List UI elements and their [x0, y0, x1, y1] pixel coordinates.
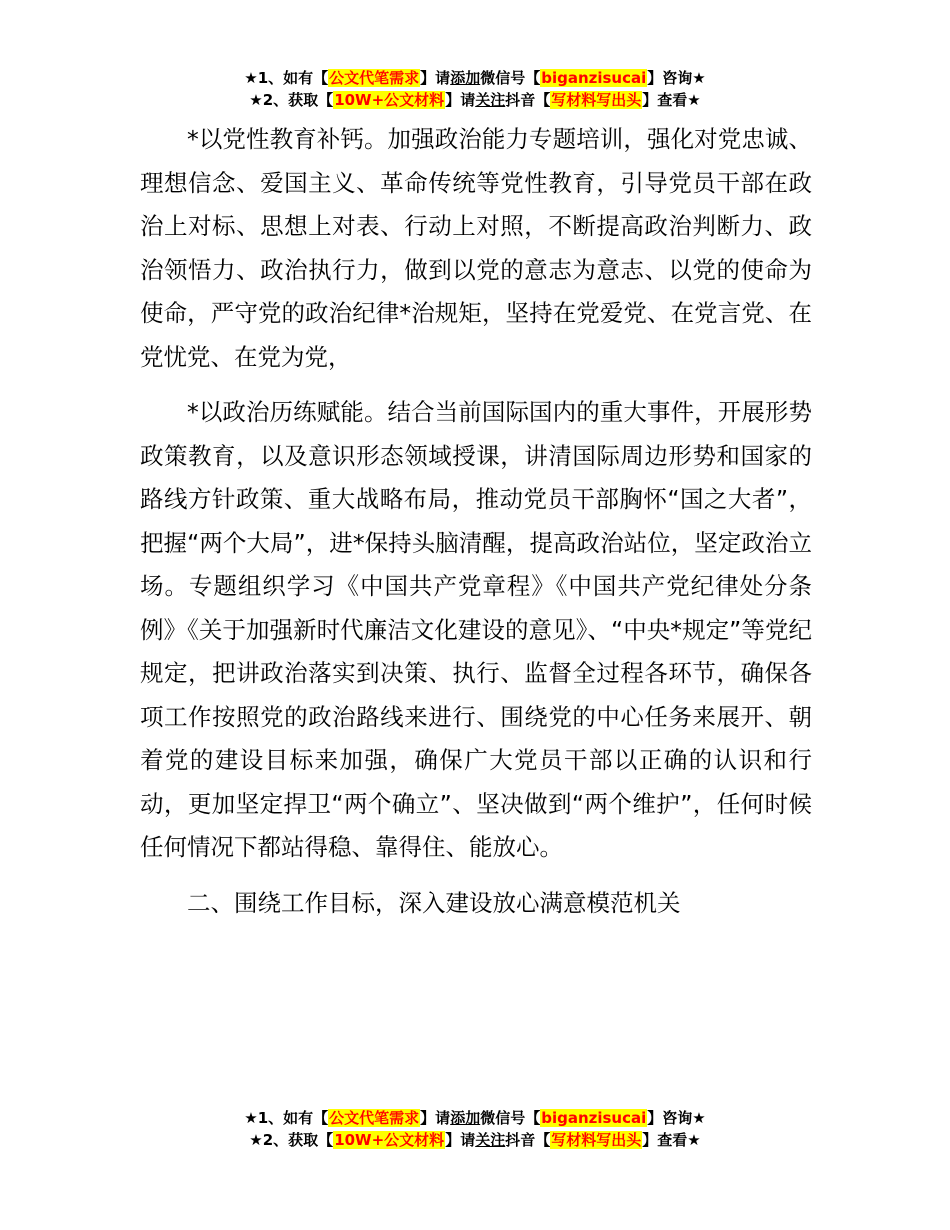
banner-highlight: biganzisucai — [541, 69, 647, 87]
banner-underlined-text: 添加 — [450, 1109, 481, 1127]
banner-line-1 — [0, 1107, 950, 1129]
banner-text: 】查看★ — [642, 91, 701, 109]
banner-highlight: biganzisucai — [541, 1109, 647, 1127]
banner-text: ★1、如有【 — [244, 69, 329, 87]
banner-text: ★1、如有【 — [244, 1109, 329, 1127]
banner-text: 抖音【 — [505, 91, 551, 109]
document-body — [140, 118, 812, 925]
banner-text: 】咨询★ — [647, 69, 706, 87]
banner-text: 】咨询★ — [647, 1109, 706, 1127]
header-banner — [0, 67, 950, 111]
banner-highlight: 公文代笔需求 — [329, 1109, 420, 1127]
banner-highlight: 写材料写出头 — [551, 91, 642, 109]
banner-highlight: 写材料写出头 — [551, 1131, 642, 1149]
banner-text: ★2、获取【 — [249, 1131, 334, 1149]
banner-highlight: 10W+公文材料 — [334, 1131, 445, 1149]
banner-text: ★2、获取【 — [249, 91, 334, 109]
section-heading: 二、围绕工作目标，深入建设放心满意模范机关 — [187, 888, 681, 917]
banner-line-1 — [0, 67, 950, 89]
banner-underlined-text: 关注 — [475, 91, 506, 109]
footer-banner — [0, 1107, 950, 1151]
banner-text: 】请 — [445, 1131, 476, 1149]
banner-text: 】请 — [420, 1109, 451, 1127]
paragraph-party-spirit-education: *以党性教育补钙。加强政治能力专题培训，强化对党忠诚、理想信念、爱国主义、革命传统等党性教育，引导党员干部在政治上对标、思想上对表、行动上对照，不断提高政治判断力、政治领悟力、政治执行力，做到以党的意志为意志、以党的使命为使命，严守党的政治纪律*治规矩，坚持在党爱党、在党言党、在党忧党、在党为党， — [140, 125, 812, 371]
banner-highlight: 公文代笔需求 — [329, 69, 420, 87]
banner-highlight: 10W+公文材料 — [334, 91, 445, 109]
banner-text: 微信号【 — [480, 69, 541, 87]
banner-line-2 — [0, 89, 950, 111]
banner-text: 】请 — [420, 69, 451, 87]
banner-text: 微信号【 — [480, 1109, 541, 1127]
banner-underlined-text: 关注 — [475, 1131, 506, 1149]
banner-underlined-text: 添加 — [450, 69, 481, 87]
paragraph-political-training: *以政治历练赋能。结合当前国际国内的重大事件，开展形势政策教育，以及意识形态领域授课，讲清国际周边形势和国家的路线方针政策、重大战略布局，推动党员干部胸怀“国之大者”，把握“两个大局”，进*保持头脑清醒，提高政治站位，坚定政治立场。专题组织学习《中国共产党章程》《中国共产党纪律处分条例》《关于加强新时代廉洁文化建设的意见》、“中央*规定”等党纪规定，把讲政治落实到决策、执行、监督全过程各环节，确保各项工作按照党的政治路线来进行、围绕党的中心任务来展开、朝着党的建设目标来加强，确保广大党员干部以正确的认识和行动，更加坚定捍卫“两个确立”、坚决做到“两个维护”，任何时候任何情况下都站得稳、靠得住、能放心。 — [140, 398, 812, 861]
banner-text: 】查看★ — [642, 1131, 701, 1149]
banner-line-2 — [0, 1129, 950, 1151]
banner-text: 】请 — [445, 91, 476, 109]
banner-text: 抖音【 — [505, 1131, 551, 1149]
